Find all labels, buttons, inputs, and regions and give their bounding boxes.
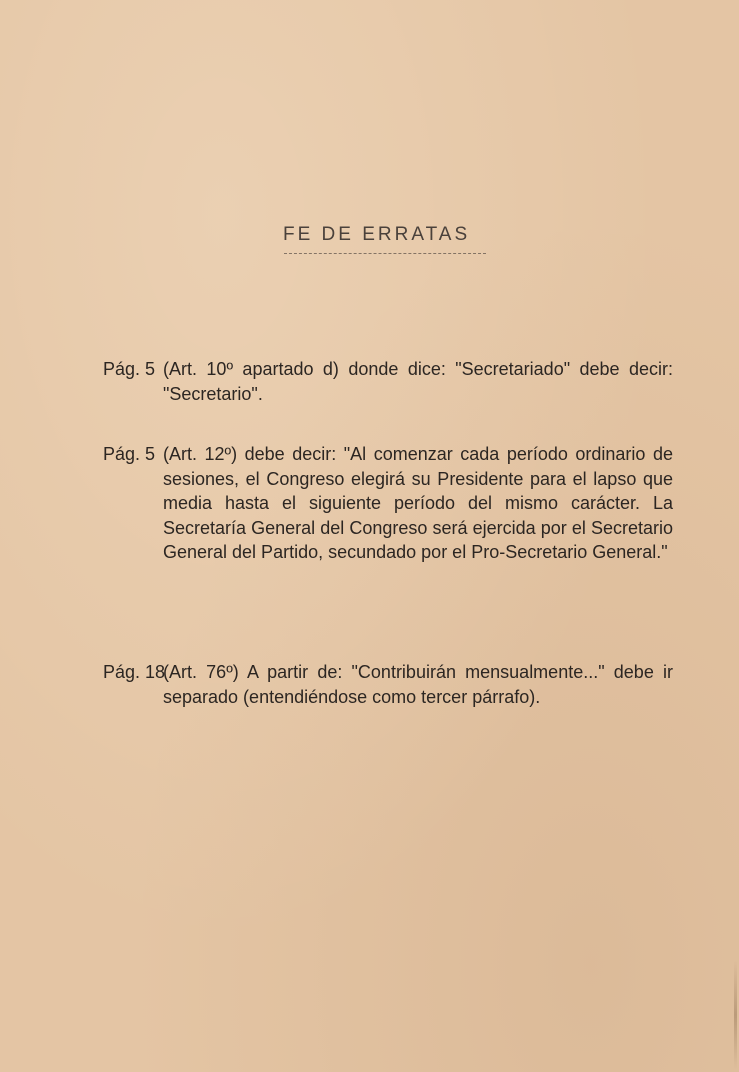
errata-entry [103, 442, 673, 565]
page-reference: Pág. 18 [103, 662, 166, 682]
paper-edge-shadow [734, 960, 737, 1070]
title-underline [284, 253, 486, 254]
page-reference: Pág. 5 [103, 444, 156, 464]
errata-text: (Art. 76º) A partir de: "Contribuirán mensualmente..." debe ir separado (entendiéndose como tercer párrafo). [163, 662, 673, 707]
errata-text: (Art. 10º apartado d) donde dice: "Secretariado" debe decir: "Secretario". [163, 359, 673, 404]
errata-text: (Art. 12º) debe decir: "Al comenzar cada período ordinario de sesiones, el Congreso elegirá su Presidente para el lapso que media hasta el siguiente período del mismo carácter. La Secretaría General del Congreso será ejercida por el Secretario General del Partido, secundado por el Pro-Secretario General." [163, 444, 673, 563]
page-title: FE DE ERRATAS [283, 224, 471, 245]
errata-entry [103, 357, 673, 406]
errata-entry [103, 660, 673, 709]
page-reference: Pág. 5 [103, 359, 156, 379]
